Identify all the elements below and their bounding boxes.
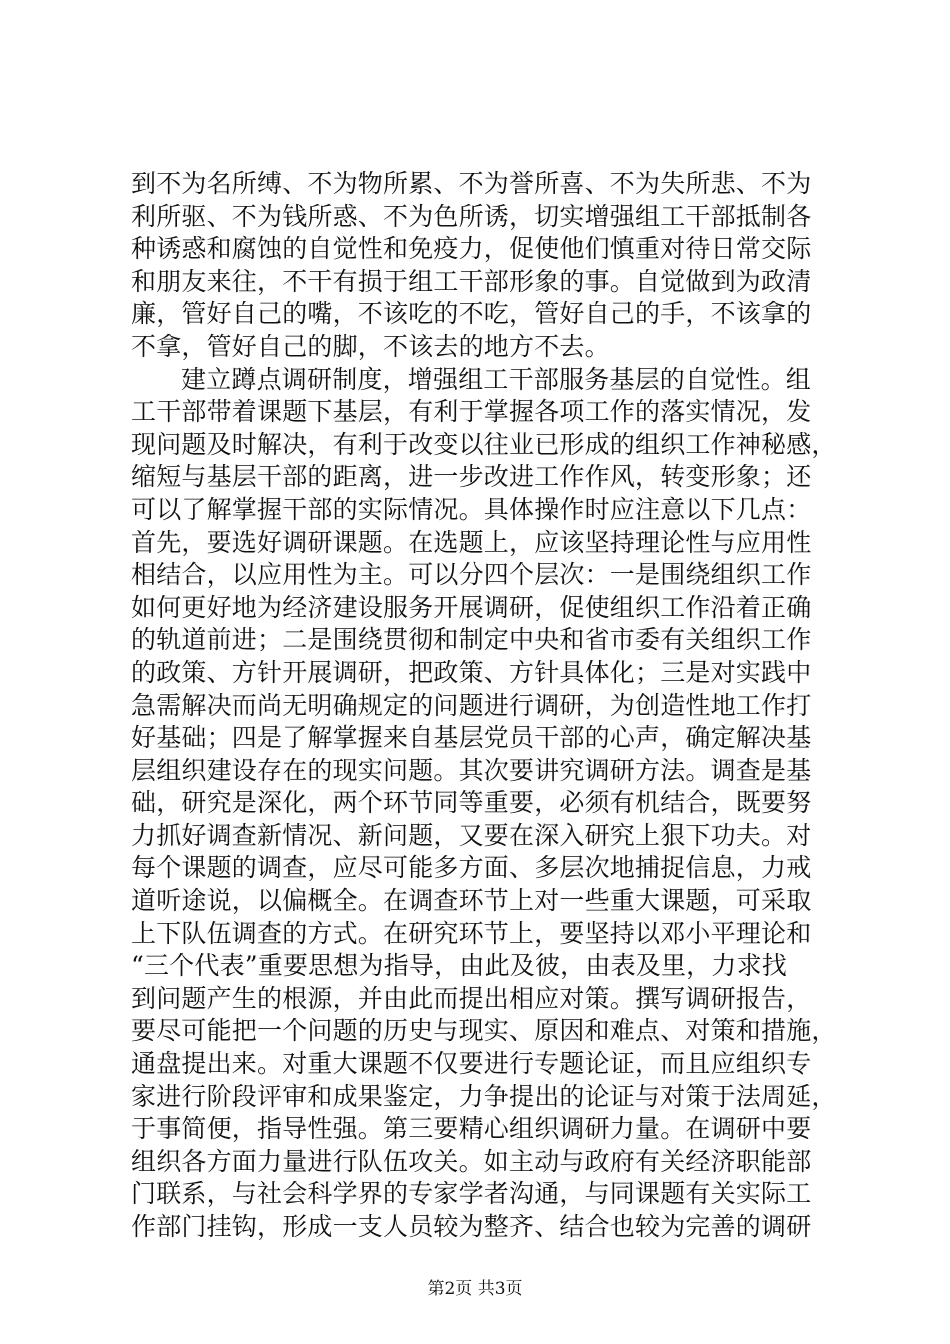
- text-line: 到不为名所缚、不为物所累、不为誉所喜、不为失所悲、不为: [131, 169, 812, 198]
- text-line: 要尽可能把一个问题的历史与现实、原因和难点、对策和措施，: [131, 1016, 837, 1046]
- text-line: 础，研究是深化，两个环节同等重要，必须有机结合，既要努: [131, 788, 812, 818]
- text-line: 到问题产生的根源，并由此而提出相应对策。撰写调研报告，: [131, 983, 812, 1013]
- text-line: 急需解决而尚无明确规定的问题进行调研，为创造性地工作打: [131, 690, 812, 720]
- document-body: [131, 168, 837, 1244]
- text-line: 力抓好调查新情况、新问题，又要在深入研究上狠下功夫。对: [131, 820, 812, 850]
- text-line: 现问题及时解决，有利于改变以往业已形成的组织工作神秘感，: [131, 429, 837, 459]
- text-line: 廉，管好自己的嘴，不该吃的不吃，管好自己的手，不该拿的: [131, 299, 812, 329]
- text-line: 如何更好地为经济建设服务开展调研，促使组织工作沿着正确: [131, 592, 812, 622]
- paragraph: [131, 168, 831, 364]
- text-line: 好基础；四是了解掌握来自基层党员干部的心声，确定解决基: [131, 723, 812, 753]
- text-line: 可以了解掌握干部的实际情况。具体操作时应注意以下几点：: [131, 494, 812, 524]
- text-line: 作部门挂钩，形成一支人员较为整齐、结合也较为完善的调研: [131, 1212, 812, 1241]
- page-number-footer: 第2页 共3页: [427, 1279, 523, 1299]
- text-line: 层组织建设存在的现实问题。其次要讲究调研方法。调查是基: [131, 755, 812, 785]
- text-line: 上下队伍调查的方式。在研究环节上，要坚持以邓小平理论和: [131, 918, 812, 948]
- text-line: 的政策、方针开展调研，把政策、方针具体化；三是对实践中: [131, 657, 812, 687]
- text-line: 于事简便，指导性强。第三要精心组织调研力量。在调研中要: [131, 1114, 812, 1144]
- paragraph: [131, 364, 837, 1244]
- text-line: 利所驱、不为钱所惑、不为色所诱，切实增强组工干部抵制各: [131, 201, 812, 231]
- text-line: 组织各方面力量进行队伍攻关。如主动与政府有关经济职能部: [131, 1146, 812, 1176]
- text-line: 和朋友来往，不干有损于组工干部形象的事。自觉做到为政清: [131, 266, 812, 296]
- text-line: 首先，要选好调研课题。在选题上，应该坚持理论性与应用性: [131, 527, 812, 557]
- text-line: 的轨道前进；二是围绕贯彻和制定中央和省市委有关组织工作: [131, 625, 812, 655]
- text-line: 通盘提出来。对重大课题不仅要进行专题论证，而且应组织专: [131, 1049, 812, 1079]
- text-line: 门联系，与社会科学界的专家学者沟通，与同课题有关实际工: [131, 1179, 812, 1209]
- text-line: 家进行阶段评审和成果鉴定，力争提出的论证与对策于法周延，: [131, 1081, 837, 1111]
- text-line: “三个代表”重要思想为指导，由此及彼，由表及里，力求找: [131, 951, 787, 981]
- text-line: 相结合，以应用性为主。可以分四个层次：一是围绕组织工作: [131, 560, 812, 590]
- text-line: 工干部带着课题下基层，有利于掌握各项工作的落实情况，发: [131, 397, 812, 427]
- text-line: 种诱惑和腐蚀的自觉性和免疫力，促使他们慎重对待日常交际: [131, 234, 812, 264]
- text-line: 每个课题的调查，应尽可能多方面、多层次地捕捉信息，力戒: [131, 853, 812, 883]
- text-line: 不拿，管好自己的脚，不该去的地方不去。: [131, 331, 610, 361]
- text-line: 道听途说，以偏概全。在调查环节上对一些重大课题，可采取: [131, 886, 812, 916]
- text-line: 缩短与基层干部的距离，进一步改进工作作风，转变形象；还: [131, 462, 812, 492]
- text-line: 建立蹲点调研制度，增强组工干部服务基层的自觉性。组: [181, 364, 812, 394]
